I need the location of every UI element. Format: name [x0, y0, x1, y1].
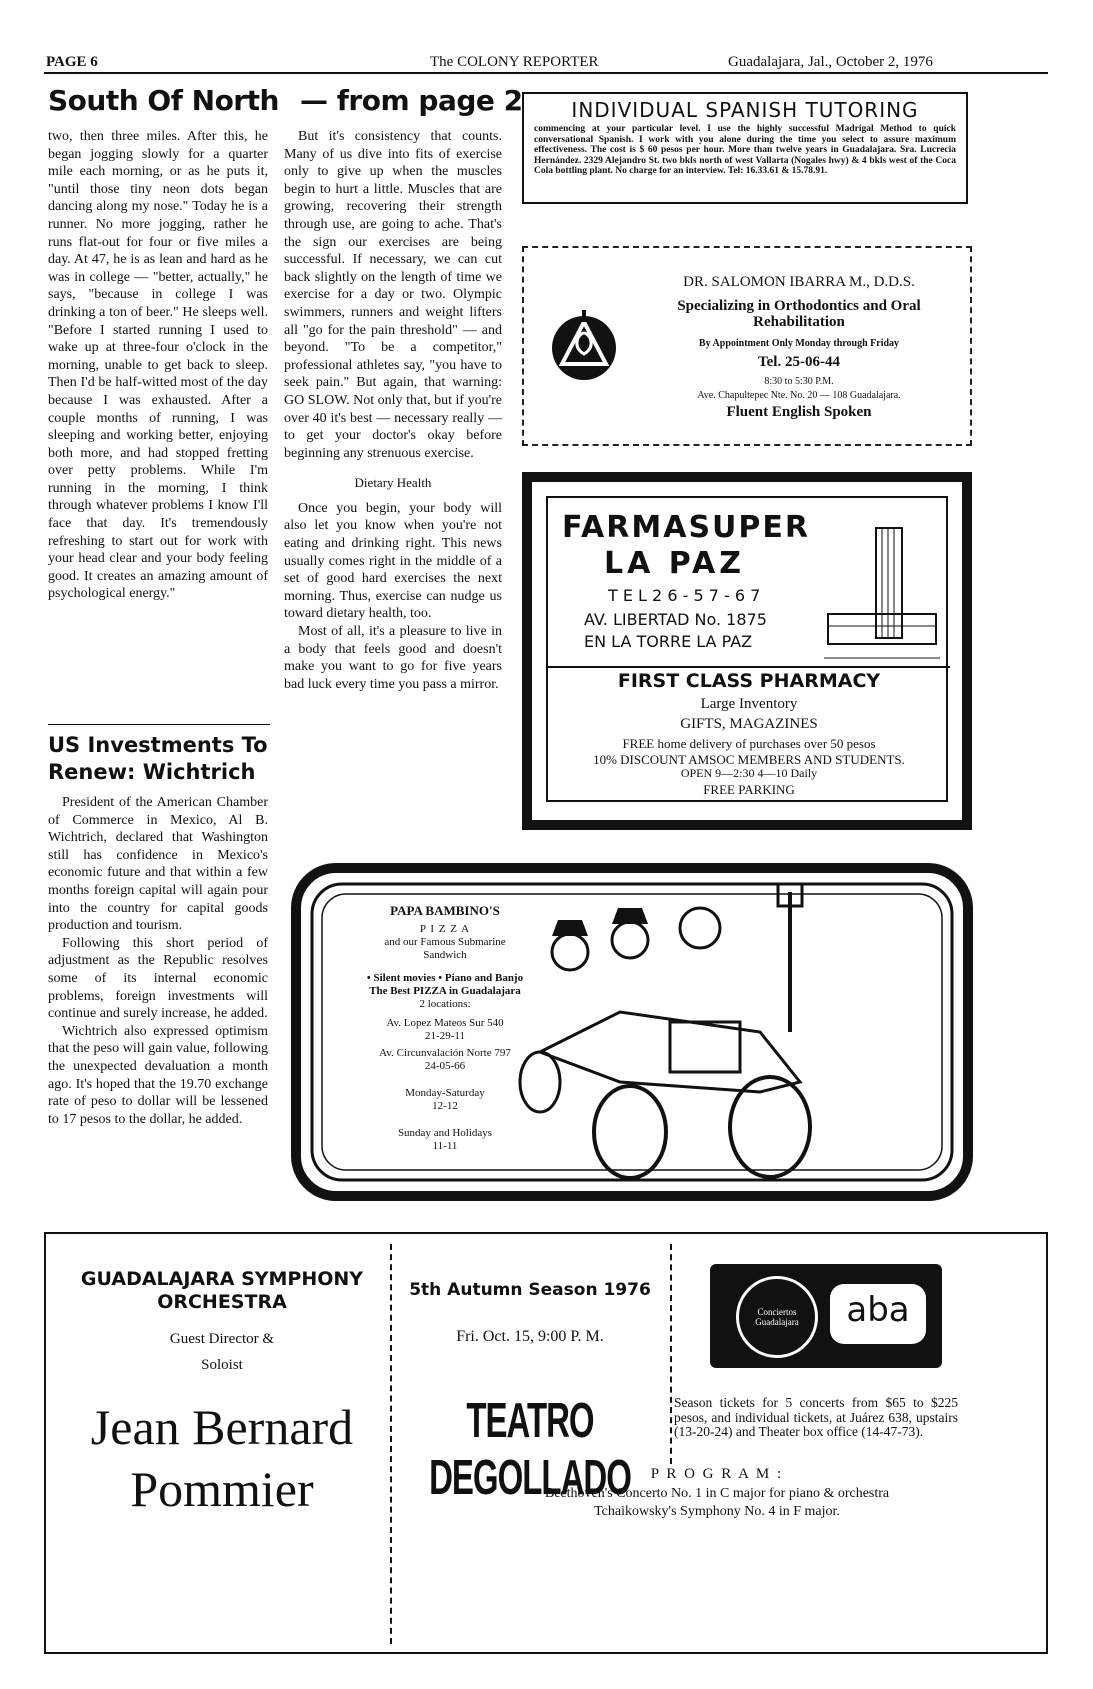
logo-block [710, 1264, 942, 1368]
pizza-line: The Best PIZZA in Guadalajara [369, 985, 521, 997]
dental-emblem-icon [548, 308, 620, 384]
ad-divider [670, 1244, 672, 1464]
tutoring-ad [522, 92, 968, 204]
dentist-hours: 8:30 to 5:30 P.M. [764, 376, 834, 387]
pizza-location: Av. Circunvalación Norte 797 [379, 1047, 511, 1059]
symphony-title-2: ORCHESTRA [157, 1291, 287, 1313]
pizza-location: Av. Lopez Mateos Sur 540 [386, 1017, 504, 1029]
pizza-line: 2 locations: [419, 998, 471, 1010]
article-paragraph: two, then three miles. After this, he began jogging slowly for a quarter mile each morning, or as he puts it, "until those tiny neon dots began dancing along my nose." Today he is a runner. No more jogging, rather he runs flat-out for four or five miles a day. At 47, he is as lean and hard as he was in college — "better, actually," he says, "because in college I was drinking a ton of beer." He sleeps well. "Before I started running I used to wake up at three-four o'clock in the morning, unable to get back to sleep. Then I'd be half-witted most of the day because I was exhausted. After a couple months of running, I was sleeping and working better, enjoying both more, and had stopped fretting over petty problems. While I'm running in the morning, I think through whatever problems I know I'll face that day. It's tremendously refreshing to start out for work with your head clear and your body feeling good. It creates an amazing amount of psychological energy." [48, 129, 268, 602]
article-paragraph: Wichtrich also expressed optimism that the peso will gain value, following the unexpected devaluation a month ago. It's hoped that the 19.70 exchange rate of peso to dollar will be lessened to 17 pesos to the dollar, he added. [48, 1023, 268, 1127]
pharmacy-divider [548, 666, 950, 668]
program-item: Beethoven's Concerto No. 1 in C major for piano & orchestra [544, 1486, 890, 1501]
pharmacy-name: FARMASUPER [562, 510, 810, 545]
artist-first: Jean Bernard [90, 1399, 354, 1455]
concert-date: Fri. Oct. 15, 9:00 P. M. [456, 1328, 604, 1345]
article-paragraph: But it's consistency that counts. Many of us dive into fits of exercise only to give up when the muscles begin to hurt a little. Muscles that are growing, recovering their strength through use, are going to ache. That's the sign our exercises are being successful. If necessary, we can cut back slightly on the length of time we exercise for a day or two. Olympic swimmers, runners and weight lifters all "go for the pain threshold" — and beyond. "To be a competitor," professional athletes say, "you have to seek pain." But again, that warning: GO SLOW. Not only that, but if you're over 40 it's best — necessary really — to get your doctor's okay before beginning any strenuous exercise. [284, 129, 502, 461]
article2-headline: US Investments To Renew: Wichtrich [48, 733, 268, 784]
article-paragraph: Most of all, it's a pleasure to live in a body that feels good and doesn't make you want to go for five years bad luck every time you pass a mirror. [284, 624, 502, 692]
artist-last: Pommier [130, 1461, 314, 1517]
dentist-ad [522, 246, 972, 446]
subhead: Dietary Health [354, 475, 432, 491]
dentist-appointment: By Appointment Only Monday through Friday [698, 338, 900, 349]
ticket-info: Season tickets for 5 concerts from $65 to $225 pesos, and individual tickets, at Juárez 638, upstairs (13-20-24) and Theater box office (14-47-73). [674, 1395, 958, 1439]
dentist-name: DR. SALOMON IBARRA M., D.D.S. [683, 274, 915, 290]
article2-body [48, 794, 268, 1128]
program-title: P R O G R A M : [650, 1466, 784, 1482]
pharmacy-ad [522, 472, 972, 830]
pharmacy-inner [546, 496, 948, 802]
dateline: Guadalajara, Jal., October 2, 1976 [728, 54, 933, 70]
pizza-location-tel: 24-05-66 [424, 1060, 466, 1072]
pharmacy-line: FREE home delivery of purchases over 50 pesos [622, 736, 876, 751]
guest-line: Soloist [201, 1357, 243, 1373]
article-column-2 [284, 128, 502, 693]
dentist-english: Fluent English Spoken [726, 404, 872, 420]
season-title: 5th Autumn Season 1976 [409, 1280, 651, 1300]
article-paragraph: Following this short period of adjustment as the Republic resolves some of its internal economic problems, foreign investments will continue and surely increase, he added. [48, 935, 268, 1022]
pharmacy-line: GIFTS, MAGAZINES [680, 716, 818, 732]
headline-left: South Of North [48, 84, 279, 117]
venue-name: TEATRO DEGOLLADO [429, 1392, 631, 1505]
artist-name [56, 1396, 388, 1520]
tower-building-icon [824, 518, 940, 668]
pharmacy-line: OPEN 9—2:30 4—10 Daily [680, 766, 818, 780]
conciertos-logo [736, 1276, 818, 1358]
conciertos-logo-text: Conciertos Guadalajara [755, 1307, 799, 1327]
column-rule [48, 724, 270, 725]
program-item: Tchaikowsky's Symphony No. 4 in F major. [594, 1504, 840, 1519]
pizza-hours: 11-11 [432, 1140, 458, 1152]
pharmacy-line: 10% DISCOUNT AMSOC MEMBERS AND STUDENTS. [593, 752, 905, 767]
aba-logo-text: aba [846, 1290, 910, 1330]
guest-line: Guest Director & [169, 1331, 275, 1347]
pharmacy-address-2: EN LA TORRE LA PAZ [584, 632, 753, 651]
pharmacy-line: FREE PARKING [703, 782, 795, 797]
symphony-guest [56, 1326, 388, 1378]
tutoring-body: commencing at your particular level. I use the highly successful Madrigal Method to quick conversational Spanish. I work with you alone during the time you select to assure maximum effectiveness. The cost is $ 60 pesos per hour. More than twelve years in Guadalajara. Sra. Lucrecia Hernández. 2329 Alejandro St. two bkls north of west Vallarta (Nogales hwy) & 4 bkls west of the Coca Cola bottling plant. No charge for an interview. Tel: 16.33.61 & 15.78.91. [534, 124, 956, 176]
pharmacy-name-2: LA PAZ [604, 546, 745, 581]
symphony-title [56, 1268, 388, 1314]
pizza-sub: P I Z Z A [419, 923, 471, 935]
dentist-tel: Tel. 25-06-44 [758, 354, 840, 370]
pharmacy-address-1: AV. LIBERTAD No. 1875 [584, 610, 767, 629]
pharmacy-headline: FIRST CLASS PHARMACY [617, 670, 881, 692]
aba-logo [830, 1284, 926, 1344]
tutoring-title: INDIVIDUAL SPANISH TUTORING [571, 98, 919, 122]
symphony-title-1: GUADALAJARA SYMPHONY [80, 1268, 364, 1290]
symphony-ad [44, 1232, 1048, 1654]
dentist-specialty: Specializing in Orthodontics and Oral Rehabilitation [677, 298, 921, 330]
pizza-location-tel: 21-29-11 [425, 1030, 465, 1042]
pizza-line: • Silent movies • Piano and Banjo [366, 972, 524, 984]
pizza-ad [290, 862, 974, 1202]
pizza-hours: Sunday and Holidays [397, 1127, 493, 1139]
pizza-hours: 12-12 [432, 1100, 458, 1112]
pharmacy-tel: T E L 2 6 - 5 7 - 6 7 [608, 586, 761, 605]
article-column-1 [48, 128, 268, 603]
article-paragraph: President of the American Chamber of Commerce in Mexico, Al B. Wichtrich, declared that Washington still has confidence in Mexico's economic future and that within a few months foreign capital will again pour into the country for capital goods production and tourism. [48, 795, 268, 934]
page-number: PAGE 6 [46, 54, 98, 70]
paper-title: The COLONY REPORTER [430, 54, 599, 70]
dentist-address: Ave. Chapultepec Nte. No. 20 — 108 Guadalajara. [697, 390, 901, 401]
article-paragraph: Once you begin, your body will also let you know when you're not eating and drinking right. This news usually comes right in the middle of a set of good hard exercises the next morning. Thus, exercise can nudge us toward dietary health, too. [284, 500, 502, 622]
pharmacy-line: Large Inventory [700, 696, 798, 712]
pizza-text [350, 904, 540, 1153]
header-rule [44, 72, 1048, 74]
pizza-hours: Monday-Saturday [405, 1087, 485, 1099]
pizza-name: PAPA BAMBINO'S [390, 903, 500, 918]
pizza-line: and our Famous Submarine Sandwich [384, 936, 506, 961]
headline-right: — from page 2 [300, 84, 523, 117]
